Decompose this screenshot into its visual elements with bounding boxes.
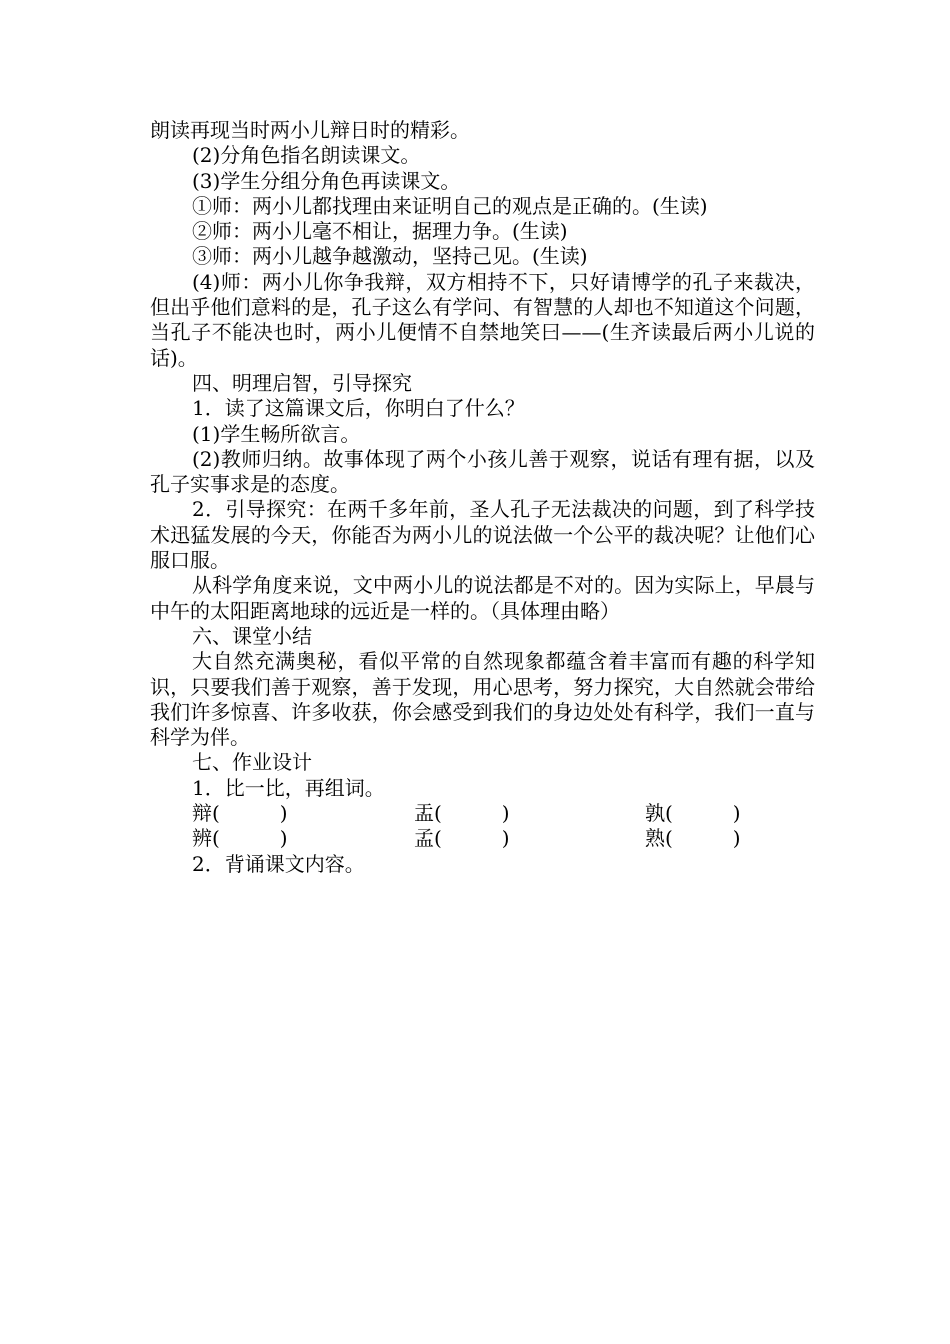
paragraph: (4)师：两小儿你争我辩，双方相持不下，只好请博学的孔子来裁决，但出乎他们意料的是，孔子这么有学问、有智慧的人却也不知道这个问题，当孔子不能决也时，两小儿便情不自禁地笑曰——(生齐读最后两小儿说的话)。 — [150, 269, 815, 370]
paragraph: 1．读了这篇课文后，你明白了什么？ — [192, 396, 525, 421]
paragraph: (2)分角色指名朗读课文。 — [192, 143, 421, 168]
exercise-row — [192, 826, 815, 851]
section-heading: 七、作业设计 — [192, 750, 312, 775]
paragraph: (1)学生畅所欲言。 — [192, 421, 361, 446]
exercise-item: 辩( ) — [192, 801, 288, 826]
exercise-item: 孰( ) — [645, 801, 741, 826]
paragraph: ①师：两小儿都找理由来证明自己的观点是正确的。(生读) — [192, 193, 708, 218]
paragraph: 1．比一比，再组词。 — [192, 775, 385, 800]
paragraph: (3)学生分组分角色再读课文。 — [192, 168, 461, 193]
exercise-row — [192, 801, 815, 826]
exercise-item: 孟( ) — [414, 826, 510, 851]
section-heading: 六、课堂小结 — [192, 623, 312, 648]
paragraph: (2)教师归纳。故事体现了两个小孩儿善于观察，说话有理有据，以及孔子实事求是的态度。 — [150, 446, 815, 497]
paragraph: 2．引导探究：在两千多年前，圣人孔子无法裁决的问题，到了科学技术迅猛发展的今天，你能否为两小儿的说法做一个公平的裁决呢？让他们心服口服。 — [150, 497, 815, 573]
paragraph: 朗读再现当时两小儿辩日时的精彩。 — [150, 118, 470, 142]
paragraph: 从科学角度来说，文中两小儿的说法都是不对的。因为实际上，早晨与中午的太阳距离地球的远近是一样的。（具体理由略） — [150, 573, 815, 623]
paragraph: 2．背诵课文内容。 — [192, 851, 365, 876]
paragraph: ②师：两小儿毫不相让，据理力争。(生读) — [192, 219, 568, 244]
paragraph: 大自然充满奥秘，看似平常的自然现象都蕴含着丰富而有趣的科学知识，只要我们善于观察，善于发现，用心思考，努力探究，大自然就会带给我们许多惊喜、许多收获，你会感受到我们的身边处处有科学，我们一直与科学为伴。 — [150, 649, 815, 750]
exercise-item: 辨( ) — [192, 826, 288, 851]
document-body — [150, 118, 815, 877]
exercise-item: 盂( ) — [414, 801, 510, 826]
paragraph: ③师：两小儿越争越激动，坚持己见。(生读) — [192, 244, 588, 269]
section-heading: 四、明理启智，引导探究 — [192, 370, 412, 395]
exercise-item: 熟( ) — [645, 826, 741, 851]
